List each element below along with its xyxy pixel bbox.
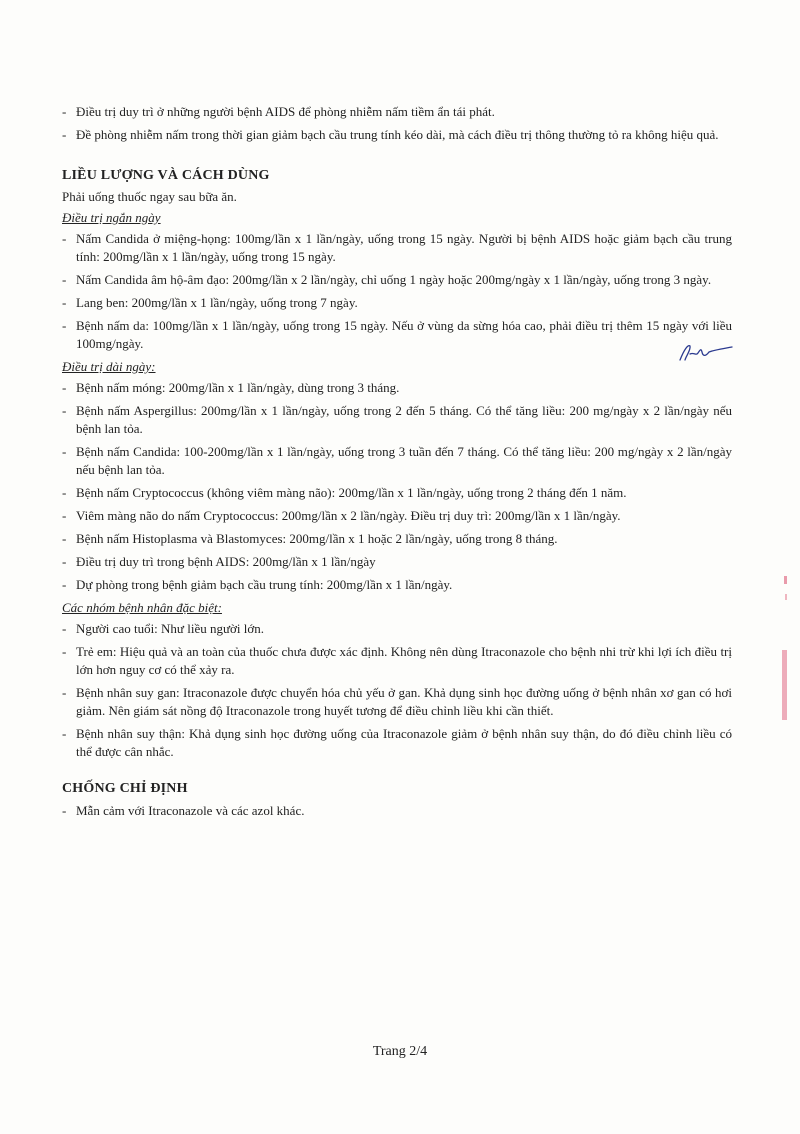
page-content <box>62 103 732 825</box>
short-term-item: - Bệnh nấm da: 100mg/lần x 1 lần/ngày, uống trong 15 ngày. Nếu ở vùng da sừng hóa cao, phải điều trị thêm 15 ngày với liều 100mg/ngày. <box>62 318 732 351</box>
long-term-item: - Bệnh nấm Cryptococcus (không viêm màng não): 200mg/lần x 1 lần/ngày, uống trong 2 tháng đến 1 năm. <box>62 485 627 500</box>
long-term-item: - Dự phòng trong bệnh giảm bạch cầu trung tính: 200mg/lần x 1 lần/ngày. <box>62 577 453 592</box>
indication-item: - Đề phòng nhiễm nấm trong thời gian giảm bạch cầu trung tính kéo dài, mà cách điều trị thông thường tỏ ra không hiệu quả. <box>62 127 719 142</box>
contraindication-item: - Mẫn cảm với Itraconazole và các azol khác. <box>62 803 305 818</box>
long-term-item: - Bệnh nấm Candida: 100-200mg/lần x 1 lần/ngày, uống trong 3 tuần đến 7 tháng. Có thể tăng liều: 200 mg/ngày x 2 lần/ngày nếu bệnh lan tỏa. <box>62 444 732 477</box>
contraindications-heading: CHỐNG CHỈ ĐỊNH <box>62 781 188 796</box>
special-group-item: - Bệnh nhân suy gan: Itraconazole được chuyển hóa chủ yếu ở gan. Khả dụng sinh học đường uống ở bệnh nhân xơ gan có hơi giảm. Nên giám sát nồng độ Itraconazole trong huyết tương để điều chỉnh liều khi cần thiết. <box>62 685 732 718</box>
long-term-title: Điều trị dài ngày: <box>62 359 156 374</box>
special-group-item: - Trẻ em: Hiệu quả và an toàn của thuốc chưa được xác định. Không nên dùng Itraconazole cho bệnh nhi trừ khi lợi ích điều trị lớn hơn nguy cơ có thể xảy ra. <box>62 644 732 677</box>
bullet-dash: - <box>62 104 67 119</box>
long-term-item: - Viêm màng não do nấm Cryptococcus: 200mg/lần x 2 lần/ngày. Điều trị duy trì: 200mg/lần x 1 lần/ngày. <box>62 508 621 523</box>
special-group-item: - Bệnh nhân suy thận: Khả dụng sinh học đường uống của Itraconazole giảm ở bệnh nhân suy thận, do đó điều chỉnh liều có thể được cân nhắc. <box>62 726 732 759</box>
bullet-dash: - <box>62 127 67 142</box>
long-term-item: - Bệnh nấm Histoplasma và Blastomyces: 200mg/lần x 1 hoặc 2 lần/ngày, uống trong 8 tháng. <box>62 531 558 546</box>
short-term-title: Điều trị ngắn ngày <box>62 210 161 225</box>
dosage-heading: LIỀU LƯỢNG VÀ CÁCH DÙNG <box>62 168 270 183</box>
scan-edge-mark <box>778 572 794 612</box>
long-term-item: - Bệnh nấm Aspergillus: 200mg/lần x 1 lần/ngày, uống trong 2 đến 5 tháng. Có thể tăng liều: 200 mg/ngày x 2 lần/ngày nếu bệnh lan tỏa. <box>62 403 732 436</box>
special-group-item: - Người cao tuổi: Như liều người lớn. <box>62 621 264 636</box>
dosage-instruction: Phải uống thuốc ngay sau bữa ăn. <box>62 189 237 204</box>
long-term-item: - Điều trị duy trì trong bệnh AIDS: 200mg/lần x 1 lần/ngày <box>62 554 376 569</box>
short-term-item: - Nấm Candida âm hộ-âm đạo: 200mg/lần x 2 lần/ngày, chỉ uống 1 ngày hoặc 200mg/ngày x 1 lần/ngày, uống trong 3 ngày. <box>62 272 712 287</box>
special-groups-title: Các nhóm bệnh nhân đặc biệt: <box>62 600 222 615</box>
long-term-item: - Bệnh nấm móng: 200mg/lần x 1 lần/ngày, dùng trong 3 tháng. <box>62 380 400 395</box>
short-term-item: - Lang ben: 200mg/lần x 1 lần/ngày, uống trong 7 ngày. <box>62 295 358 310</box>
short-term-item: - Nấm Candida ở miệng-họng: 100mg/lần x 1 lần/ngày, uống trong 15 ngày. Người bị bệnh AIDS hoặc giảm bạch cầu trung tính: 200mg/lần x 1 lần/ngày, uống trong 15 ngày. <box>62 231 732 264</box>
handwritten-signature <box>676 340 736 364</box>
indication-item: - Điều trị duy trì ở những người bệnh AIDS để phòng nhiễm nấm tiềm ẩn tái phát. <box>62 104 495 119</box>
scan-edge-mark <box>778 648 794 728</box>
page-number: Trang 2/4 <box>372 1044 428 1059</box>
